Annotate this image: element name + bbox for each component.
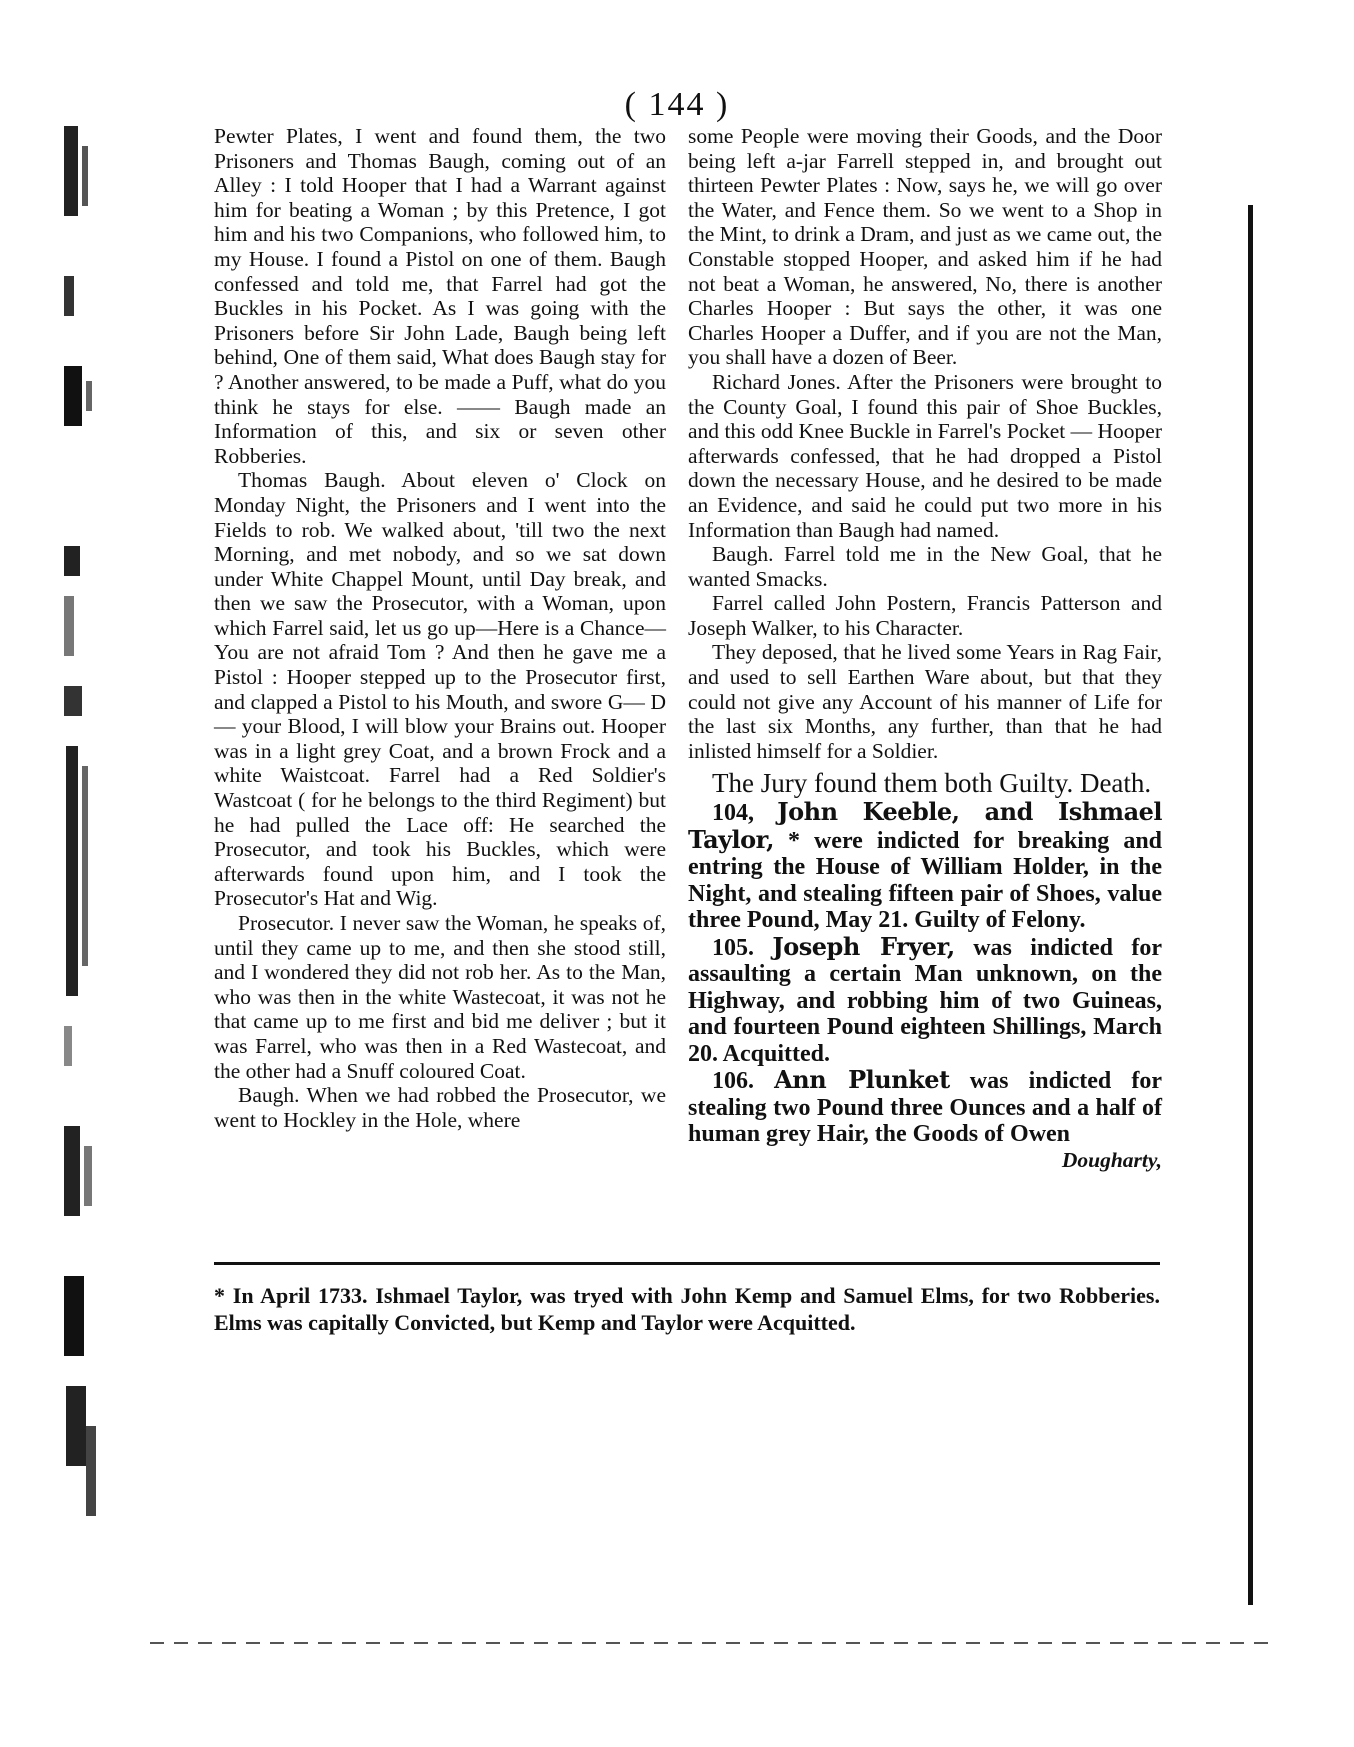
left-paragraph-4: Baugh. When we had robbed the Prosecutor, we went to Hockley in the Hole, where (214, 1083, 666, 1132)
entry-105-text: was indicted for assaulting a certain Man unknown, on the Highway, and robbing him of two Guineas, and fourteen Pound eighteen Shillings, March 20. Acquitted. (688, 934, 1162, 1067)
scan-edge-artifact-bottom (150, 1633, 1270, 1653)
entry-104-text: were indicted for breaking and entring the House of William Holder, in the Night, and stealing fifteen pair of Shoes, value three Pound, May 21. Guilty of Felony. (688, 827, 1163, 934)
scan-edge-artifact-right (1244, 205, 1258, 1605)
right-paragraph-2: Richard Jones. After the Prisoners were brought to the County Goal, I found this pair of Shoe Buckles, and this odd Knee Buckle in Farrel's Pocket — Hooper afterwards confessed, that he had dropped a Pistol down the necessary House, and he desired to be made an Evidence, and said he could put two more in his Information than Baugh had named. (688, 369, 1162, 542)
entry-104-names: John Keeble, and Ishmael Taylor, (688, 797, 1162, 854)
entry-105-name: Joseph Fryer, (772, 931, 955, 961)
footnote-divider (214, 1262, 1160, 1265)
entry-106-name: Ann Plunket (774, 1065, 950, 1095)
page-number: ( 144 ) (624, 86, 730, 123)
catchword: Dougharty, (1061, 1147, 1162, 1172)
left-paragraph-3: Prosecutor. I never saw the Woman, he speaks of, until they came up to me, and then she stood still, and I wondered they did not rob her. As to the Man, who was then in the white Wastecoat, it was not he that came up to me first and bid me deliver ; but it was Farrel, who was then in a Red Wastecoat, and the other had a Snuff coloured Coat. (214, 911, 666, 1083)
footnote: * In April 1733. Ishmael Taylor, was tryed with John Kemp and Samuel Elms, for two Robberies. Elms was capitally Convicted, but Kemp and Taylor were Acquitted. (214, 1283, 1160, 1335)
footnote-marker: * (787, 827, 800, 854)
entry-105-number: 105. (712, 934, 754, 961)
left-paragraph-1: Pewter Plates, I went and found them, the two Prisoners and Thomas Baugh, coming out of an Alley : I told Hooper that I had a Warrant against him for beating a Woman ; by this Pretence, I got him and his two Companions, who followed him, to my House. I found a Pistol on one of them. Baugh confessed and told me, that Farrel had got the Buckles in his Pocket. As I was going with the Prisoners before Sir John Lade, Baugh being left behind, One of them said, What does Baugh stay for ? Another answered, to be made a Puff, what do you think he stays for else. —— Baugh made an Information of this, and six or seven other Robberies. (214, 124, 666, 468)
entry-106-text: was indicted for stealing two Pound three Ounces and a half of human grey Hair, the Goods of Owen (688, 1068, 1163, 1148)
entry-106 (688, 1067, 1162, 1148)
right-paragraph-5: They deposed, that he lived some Years in Rag Fair, and used to sell Earthen Ware about, but that they could not give any Account of his manner of Life for the last six Months, any further, than that he had inlisted himself for a Soldier. (688, 640, 1162, 763)
verdict: The Jury found them both Guilty. Death. (712, 768, 1152, 799)
scan-edge-artifact-left (62, 126, 106, 1526)
left-column (214, 124, 666, 1132)
right-paragraph-1: some People were moving their Goods, and the Door being left a-jar Farrell stepped in, and brought out thirteen Pewter Plates : Now, says he, we will go over the Water, and Fence them. So we went to a Shop in the Mint, to drink a Dram, and just as we came out, the Constable stopped Hooper, and asked him if he had not beat a Woman, he answered, No, there is another Charles Hooper : But says the other, it was one Charles Hooper a Duffer, and if you are not the Man, you shall have a dozen of Beer. (688, 124, 1162, 370)
right-paragraph-3: Baugh. Farrel told me in the New Goal, that he wanted Smacks. (688, 542, 1162, 591)
entry-104-number: 104, (712, 800, 754, 827)
entry-106-number: 106. (712, 1068, 754, 1095)
left-paragraph-2: Thomas Baugh. About eleven o' Clock on Monday Night, the Prisoners and I went into the Fields to rob. We walked about, 'till two the next Morning, and met nobody, and so we sat down under White Chappel Mount, until Day break, and then we saw the Prosecutor, with a Woman, upon which Farrel said, let us go up—Here is a Chance— You are not afraid Tom ? And then he gave me a Pistol : Hooper stepped up to the Prosecutor first, and clapped a Pistol to his Mouth, and swore G— D— your Blood, I will blow your Brains out. Hooper was in a light grey Coat, and a brown Frock and a white Waistcoat. Farrel had a Red Soldier's Wastcoat ( for he belongs to the third Regiment) but he had pulled the Lace off: He searched the Prosecutor, and took his Buckles, which were afterwards found upon him, and I took the Prosecutor's Hat and Wig. (214, 468, 666, 911)
right-column (688, 124, 1162, 1173)
entry-105 (688, 931, 1162, 1068)
entry-104 (688, 799, 1162, 934)
right-paragraph-4: Farrel called John Postern, Francis Patterson and Joseph Walker, to his Character. (688, 591, 1162, 640)
